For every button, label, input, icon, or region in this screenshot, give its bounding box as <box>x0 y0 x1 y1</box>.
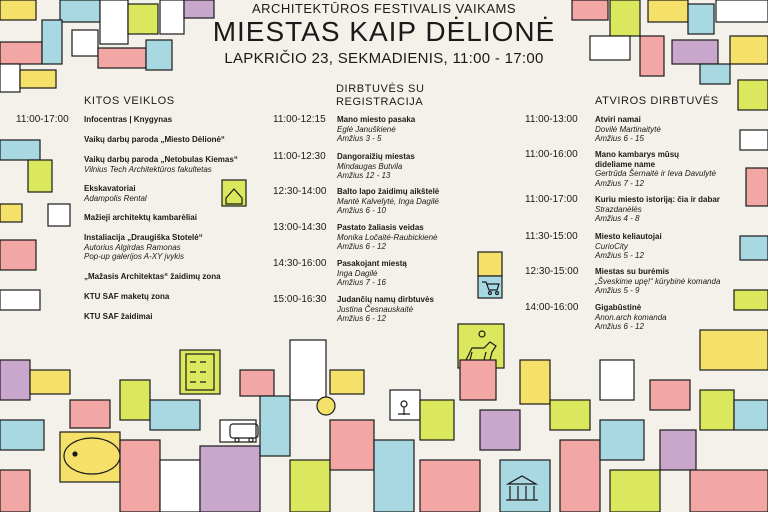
list-item: Infocentras | Knygynas <box>84 115 173 124</box>
list-item: Pastato žaliasis veidas Monika Ločaitė-Raubickienė Amžius 6 - 12 <box>337 223 438 251</box>
list-item: Instaliacija „Draugiška Stotelė“ Autorius Algirdas Ramonas Pop-up galerijos A-XY įvykis <box>84 233 203 261</box>
list-item: KTU SAF žaidimai <box>84 312 153 321</box>
page-title: MIESTAS KAIP DĖLIONĖ <box>212 16 556 47</box>
list-item: Mažieji architektų kambarėliai <box>84 213 197 222</box>
session-time: 11:00-16:00 <box>525 149 578 160</box>
festival-subtitle: ARCHITEKTŪROS FESTIVALIS VAIKAMS <box>251 1 516 16</box>
session-time: 13:00-14:30 <box>273 222 327 233</box>
left-column-heading: KITOS VEIKLOS <box>84 95 175 107</box>
right-column-heading: ATVIROS DIRBTUVĖS <box>595 95 719 107</box>
list-item: Ekskavatoriai Adampolis Rental <box>84 184 147 203</box>
list-item: Mano kambarys mūsų dideliame name Gertrūda Šernaitė ir Ieva Davulytė Amžius 7 - 12 <box>595 150 716 188</box>
list-item: Miestas su burėmis „Šveskime upę!“ kūrybinė komanda Amžius 5 - 9 <box>595 267 721 295</box>
session-time: 15:00-16:30 <box>273 294 327 305</box>
session-time: 14:30-16:00 <box>273 258 327 269</box>
list-item: Dangoraižių miestas Mindaugas Butvila Amžius 12 - 13 <box>337 152 415 180</box>
list-item: Kuriu miesto istoriją: čia ir dabar Strazdanėlės Amžius 4 - 8 <box>595 195 720 223</box>
session-time: 11:00-17:00 <box>525 194 578 205</box>
session-time: 11:00-13:00 <box>525 114 578 125</box>
session-time: 14:00-16:00 <box>525 302 579 313</box>
list-item: Atviri namai Dovilė Martinaitytė Amžius 6 - 15 <box>595 115 661 143</box>
list-item: Gigabūstinė Anon.arch komanda Amžius 6 - 12 <box>595 303 667 331</box>
list-item: Pasakojant miestą Inga Dagilė Amžius 7 - 16 <box>337 259 407 287</box>
horse-rider-icon <box>466 331 496 360</box>
list-item: Judančių namų dirbtuvės Justina Česnauskaitė Amžius 6 - 12 <box>337 295 434 323</box>
list-item: Mano miesto pasaka Eglė Januškienė Amžius 3 - 5 <box>337 115 416 143</box>
middle-column-heading: DIRBTUVĖS SU REGISTRACIJA <box>336 83 425 108</box>
list-item: Vaikų darbų paroda „Netobulas Kiemas“ Vilnius Tech Architektūros fakultetas <box>84 155 238 174</box>
list-item: Vaikų darbų paroda „Miesto Dėlionė“ <box>84 135 225 144</box>
session-time: 12:30-15:00 <box>525 266 579 277</box>
session-time: 11:30-15:00 <box>525 231 578 242</box>
session-time: 11:00-12:15 <box>273 114 326 125</box>
hedgehog-icon <box>64 438 120 474</box>
person-icon <box>398 401 410 415</box>
list-item: KTU SAF maketų zona <box>84 292 170 301</box>
list-item: Miesto keliautojai CurioCity Amžius 5 - 12 <box>595 232 662 260</box>
house-icon <box>226 189 242 204</box>
left-column-time: 11:00-17:00 <box>16 114 69 125</box>
list-item: Balto lapo žaidimų aikštelė Mantė Kalvelytė, Inga Dagilė Amžius 6 - 10 <box>337 187 440 215</box>
event-date: LAPKRIČIO 23, SEKMADIENIS, 11:00 - 17:00 <box>224 50 544 67</box>
temple-icon <box>506 476 538 500</box>
globe-icon <box>317 397 335 415</box>
building-icon <box>186 354 214 390</box>
session-time: 12:30-14:00 <box>273 186 327 197</box>
cart-icon <box>482 282 499 295</box>
list-item: „Mažasis Architektas“ žaidimų zona <box>84 272 221 281</box>
session-time: 11:00-12:30 <box>273 151 326 162</box>
bus-icon <box>230 424 258 442</box>
